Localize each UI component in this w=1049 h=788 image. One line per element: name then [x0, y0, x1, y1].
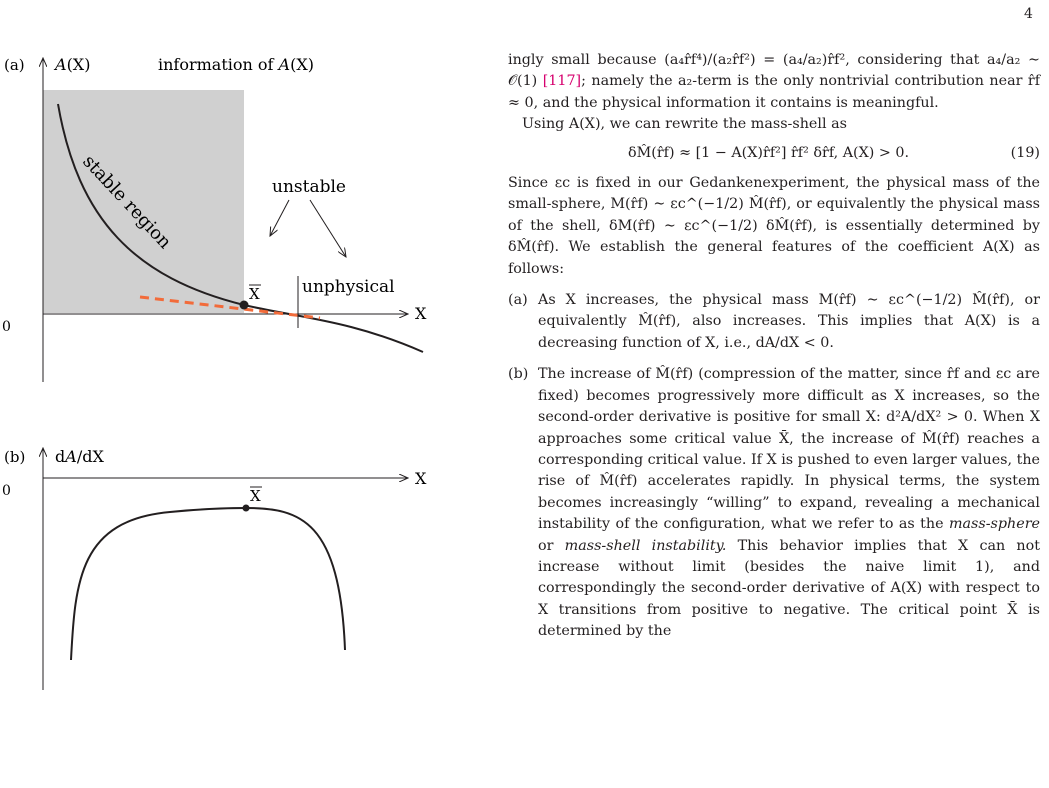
panel-a-origin: 0	[2, 319, 11, 335]
page-number: 4	[1024, 6, 1033, 22]
paragraph-3: Since εc is fixed in our Gedankenexperiment, the physical mass of the small-sphere, M(r̂f) ∼ εc^(−1/2) M̂(r̂f), or equivalently the physical mass of the shell, δM(r̂f) ∼ εc^(−1/2) δM̂(r̂f), is essentially determined by δM̂(r̂f). We establish the general features of the coefficient A(X) as follows:	[508, 175, 1040, 277]
panel-b-label: (b)	[4, 448, 26, 466]
unstable-label: unstable	[272, 177, 346, 197]
panel-a	[2, 55, 427, 382]
equation-number: (19)	[1010, 144, 1040, 161]
panel-a-x-label: X	[415, 304, 427, 323]
citation-link[interactable]: [117]	[542, 73, 582, 90]
unphysical-label: unphysical	[302, 277, 395, 297]
curve-b	[71, 508, 345, 660]
list-item-b: (b) The increase of M̂(r̂f) (compression of the matter, since r̂f and εc are fixed) becomes progressively more difficult as X increases, so the second-order derivative is positive for small X: d²A/dX² > 0. When X approaches some critical value X̄, the increase of M̂(r̂f) reaches a corresponding critical value. If X is pushed to even larger values, the rise of M̂(r̂f) accelerates rapidly. In physical terms, the system becomes increasingly “willing” to expand, revealing a mechanical instability of the configuration, what we refer to as the mass-sphere or mass-shell instability. This behavior implies that X can not increase without limit (besides the naive limit 1), and correspondingly the second-order derivative of A(X) with respect to X transitions from positive to negative. The critical point X̄ is determined by the	[508, 366, 1040, 640]
panel-b-origin: 0	[2, 483, 11, 499]
equation-body: δM̂(r̂f) ≈ [1 − A(X)r̂f²] r̂f² δr̂f, A(X) > 0.	[628, 144, 910, 161]
critical-point-dot-b	[243, 505, 250, 512]
critical-point-label-a: X	[249, 285, 260, 303]
panel-a-title: information of A(X)	[158, 55, 314, 74]
paragraph-2: Using A(X), we can rewrite the mass-shell as	[522, 116, 847, 133]
list-item-a: (a) As X increases, the physical mass M(r̂f) ∼ εc^(−1/2) M̂(r̂f), or equivalently M̂(r̂f), also increases. This implies that A(X) is a decreasing function of X, i.e., dA/dX < 0.	[508, 292, 1040, 351]
stable-region-shading	[43, 90, 244, 313]
text-column	[508, 50, 1040, 643]
panel-b-y-label: dA/dX	[55, 447, 104, 466]
paragraph-1: ingly small because (a₄r̂f⁴)/(a₂r̂f²) = (a₄/a₂)r̂f², considering that a₄/a₂ ∼ 𝒪(1) [117]; namely the a₂-term is the only nontrivial contribution near r̂f ≈ 0, and the physical information it contains is meaningful.	[508, 52, 1040, 111]
equation-19	[508, 143, 1040, 164]
panel-b-x-label: X	[415, 469, 427, 488]
feature-list	[508, 290, 1040, 643]
critical-point-dot-a	[240, 301, 249, 310]
panel-a-y-label: A(X)	[55, 55, 91, 74]
figure	[0, 0, 500, 788]
critical-point-label-b: X	[250, 487, 261, 505]
stable-region-label: stable region	[78, 151, 176, 254]
unstable-arrow-2	[310, 200, 346, 257]
unstable-arrow-1	[270, 200, 289, 236]
panel-a-label: (a)	[4, 56, 25, 74]
panel-b	[2, 447, 427, 690]
